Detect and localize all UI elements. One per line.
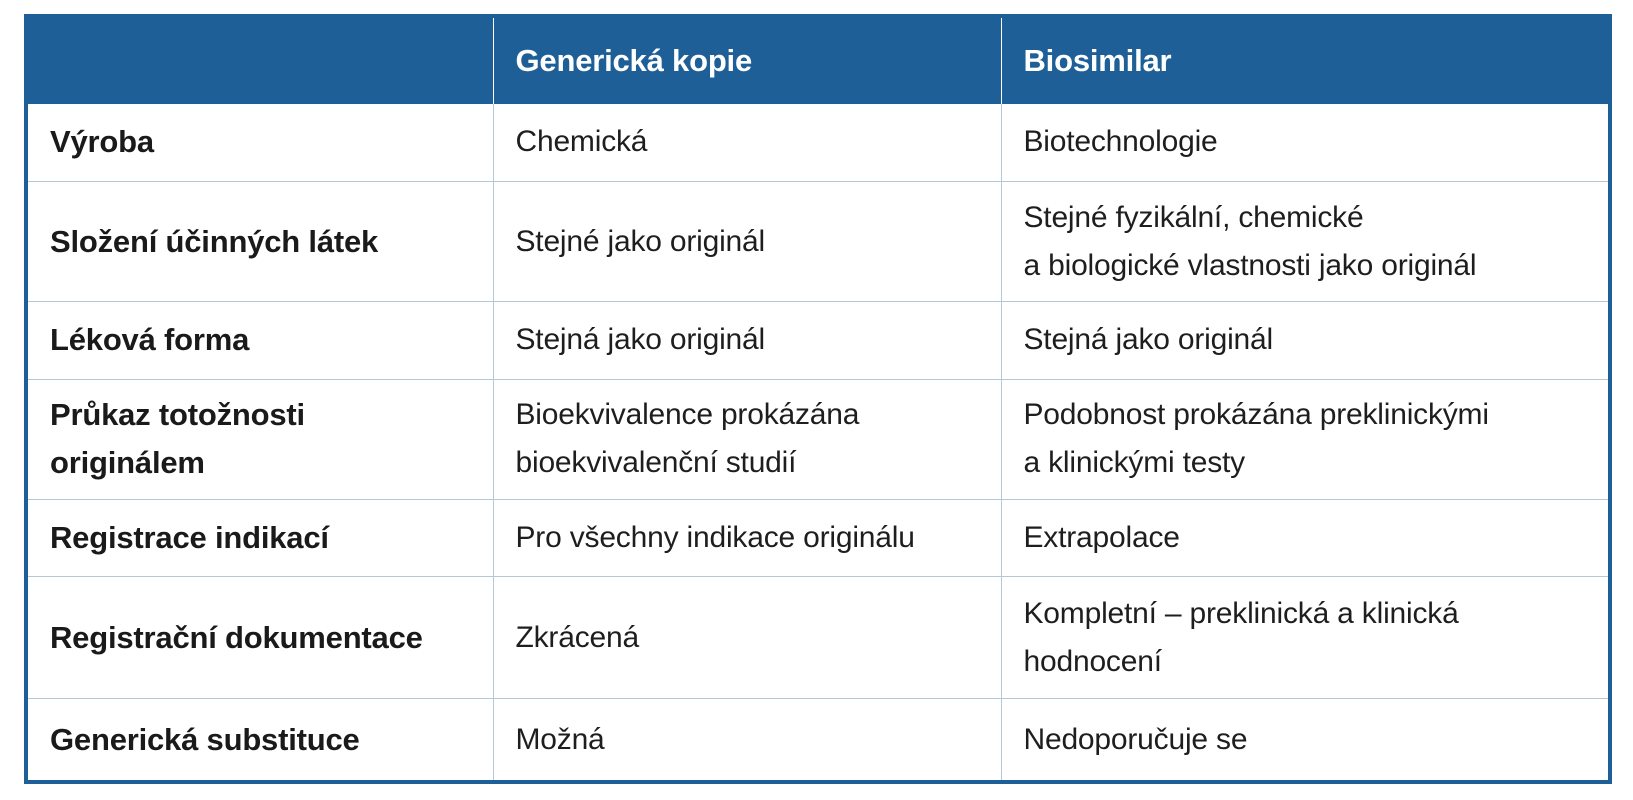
- cell-text: Možná: [515, 722, 605, 756]
- biosimilar-cell: [1001, 699, 1608, 780]
- cell-text: Stejné fyzikální, chemické: [1023, 200, 1364, 234]
- cell-text: Bioekvivalence prokázána: [515, 398, 860, 432]
- table-header-row: [28, 18, 1608, 104]
- cell-text: hodnocení: [1023, 644, 1162, 678]
- row-label-cell: [28, 302, 493, 379]
- table-row: [28, 302, 1608, 379]
- table-row: [28, 379, 1608, 500]
- cell-text: Podobnost prokázána preklinickými: [1023, 398, 1489, 432]
- cell-text: Generická substituce: [50, 721, 360, 757]
- row-label-cell: [28, 181, 493, 302]
- header-cell-generic-copy: Generická kopie: [493, 18, 1001, 104]
- cell-text: Biotechnologie: [1023, 125, 1218, 159]
- header-cell-biosimilar: Biosimilar: [1001, 18, 1608, 104]
- cell-text: Zkrácená: [515, 620, 639, 654]
- cell-text: Chemická: [515, 125, 648, 159]
- generic-cell: [493, 302, 1001, 379]
- table-row: [28, 577, 1608, 699]
- cell-text: Léková forma: [50, 322, 250, 358]
- biosimilar-cell: [1001, 302, 1608, 379]
- generic-cell: [493, 379, 1001, 500]
- comparison-table-frame: [24, 14, 1612, 784]
- biosimilar-cell: [1001, 577, 1608, 699]
- cell-text: a klinickými testy: [1023, 446, 1245, 480]
- table-row: [28, 699, 1608, 780]
- row-label-cell: [28, 500, 493, 577]
- biosimilar-cell: [1001, 500, 1608, 577]
- biosimilar-cell: [1001, 181, 1608, 302]
- biosimilar-cell: [1001, 104, 1608, 181]
- table-row: [28, 104, 1608, 181]
- biosimilar-cell: [1001, 379, 1608, 500]
- cell-text: originálem: [50, 445, 205, 481]
- row-label-cell: [28, 699, 493, 780]
- header-cell-empty: [28, 18, 493, 104]
- generic-cell: [493, 500, 1001, 577]
- table-row: [28, 181, 1608, 302]
- generic-cell: [493, 181, 1001, 302]
- cell-text: Stejné jako originál: [515, 224, 765, 258]
- generic-cell: [493, 699, 1001, 780]
- cell-text: a biologické vlastnosti jako originál: [1023, 248, 1477, 282]
- cell-text: Kompletní – preklinická a klinická: [1023, 596, 1459, 630]
- row-label-cell: [28, 577, 493, 699]
- generic-cell: [493, 577, 1001, 699]
- generic-cell: [493, 104, 1001, 181]
- cell-text: Registrace indikací: [50, 520, 329, 556]
- cell-text: Stejná jako originál: [1023, 323, 1273, 357]
- cell-text: Výroba: [50, 124, 154, 160]
- cell-text: Složení účinných látek: [50, 223, 379, 259]
- cell-text: Registrační dokumentace: [50, 619, 423, 655]
- cell-text: Nedoporučuje se: [1023, 722, 1248, 756]
- comparison-table: [28, 18, 1608, 780]
- cell-text: Průkaz totožnosti: [50, 397, 305, 433]
- cell-text: Extrapolace: [1023, 521, 1180, 555]
- row-label-cell: [28, 104, 493, 181]
- table-row: [28, 500, 1608, 577]
- row-label-cell: [28, 379, 493, 500]
- cell-text: Pro všechny indikace originálu: [515, 521, 915, 555]
- cell-text: bioekvivalenční studií: [515, 446, 797, 480]
- cell-text: Stejná jako originál: [515, 323, 765, 357]
